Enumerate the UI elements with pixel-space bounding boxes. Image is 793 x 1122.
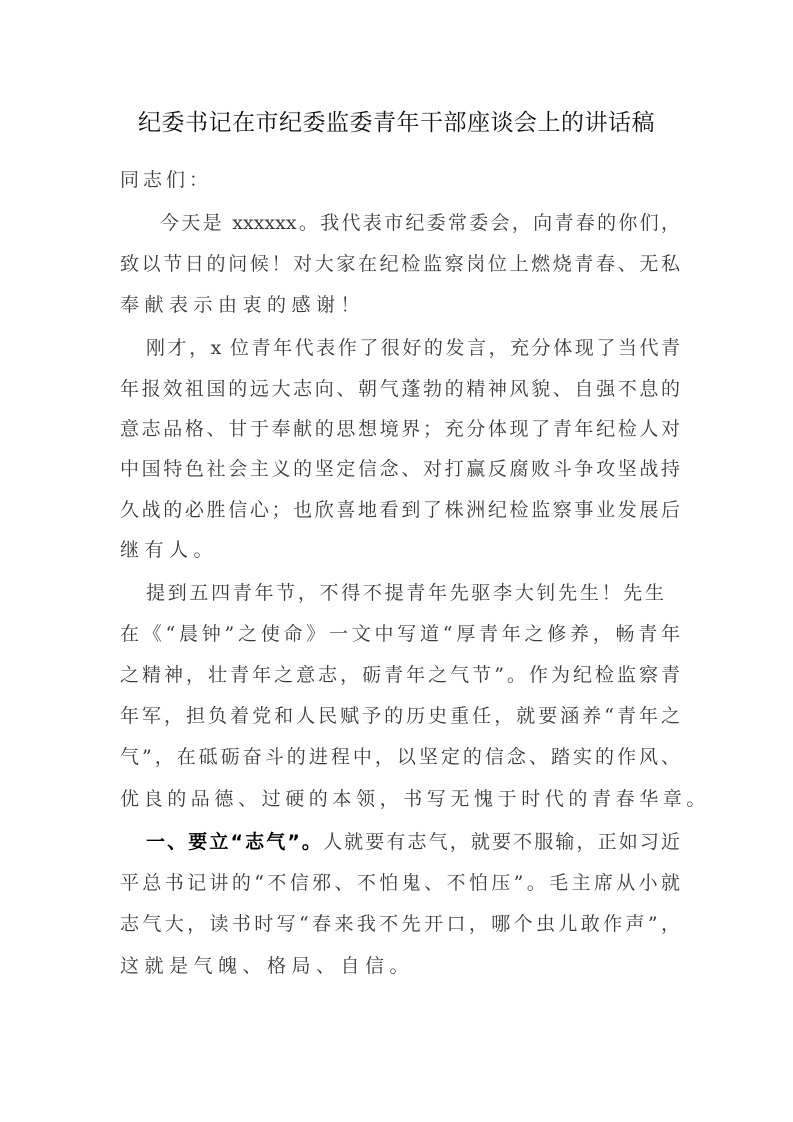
paragraph-line: 平总书记讲的“不信邪、不怕鬼、不怕压”。毛主席从小就 bbox=[120, 872, 680, 894]
paragraph-line: 在《“晨钟”之使命》一文中写道“厚青年之修养，畅青年 bbox=[120, 623, 680, 645]
paragraph-line: 刚才，x 位青年代表作了很好的发言，充分体现了当代青 bbox=[146, 337, 680, 359]
paragraph-line: 提到五四青年节，不得不提青年先驱李大钊先生！先生 bbox=[146, 582, 664, 604]
document-title: 纪委书记在市纪委监委青年干部座谈会上的讲话稿 bbox=[138, 110, 655, 136]
paragraph-line: 今天是 xxxxxx。我代表市纪委常委会，向青春的你们， bbox=[160, 212, 680, 234]
paragraph-line: 意志品格、甘于奉献的思想境界；充分体现了青年纪检人对 bbox=[120, 418, 680, 440]
section-text: 人就要有志气，就要不服输，正如习近 bbox=[323, 831, 680, 853]
paragraph-line: 中国特色社会主义的坚定信念、对打赢反腐败斗争攻坚战持 bbox=[120, 458, 680, 480]
paragraph-line: 年军，担负着党和人民赋予的历史重任，就要涵养“青年之 bbox=[120, 705, 680, 727]
paragraph-line: 之精神，壮青年之意志，砺青年之气节”。作为纪检监察青 bbox=[120, 664, 680, 686]
paragraph-line: 这就是气魄、格局、自信。 bbox=[120, 955, 415, 977]
paragraph-line: 志气大，读书时写“春来我不先开口，哪个虫儿敢作声”， bbox=[120, 913, 680, 935]
paragraph-line: 久战的必胜信心；也欣喜地看到了株洲纪检监察事业发展后 bbox=[120, 499, 680, 521]
paragraph-line: 年报效祖国的远大志向、朝气蓬勃的精神风貌、自强不息的 bbox=[120, 378, 680, 400]
paragraph-line: 继有人。 bbox=[120, 539, 219, 561]
paragraph-line: 气”，在砥砺奋斗的进程中，以坚定的信念、踏实的作风、 bbox=[120, 746, 680, 768]
salutation: 同志们： bbox=[120, 169, 213, 191]
section-heading: 一、要立“志气”。 bbox=[146, 831, 324, 853]
paragraph-line: 奉献表示由衷的感谢！ bbox=[120, 294, 366, 316]
paragraph-line: 优良的品德、过硬的本领，书写无愧于时代的青春华章。 bbox=[120, 788, 711, 810]
paragraph-line: 致以节日的问候！对大家在纪检监察岗位上燃烧青春、无私 bbox=[120, 253, 680, 275]
section-heading-line bbox=[146, 827, 680, 857]
